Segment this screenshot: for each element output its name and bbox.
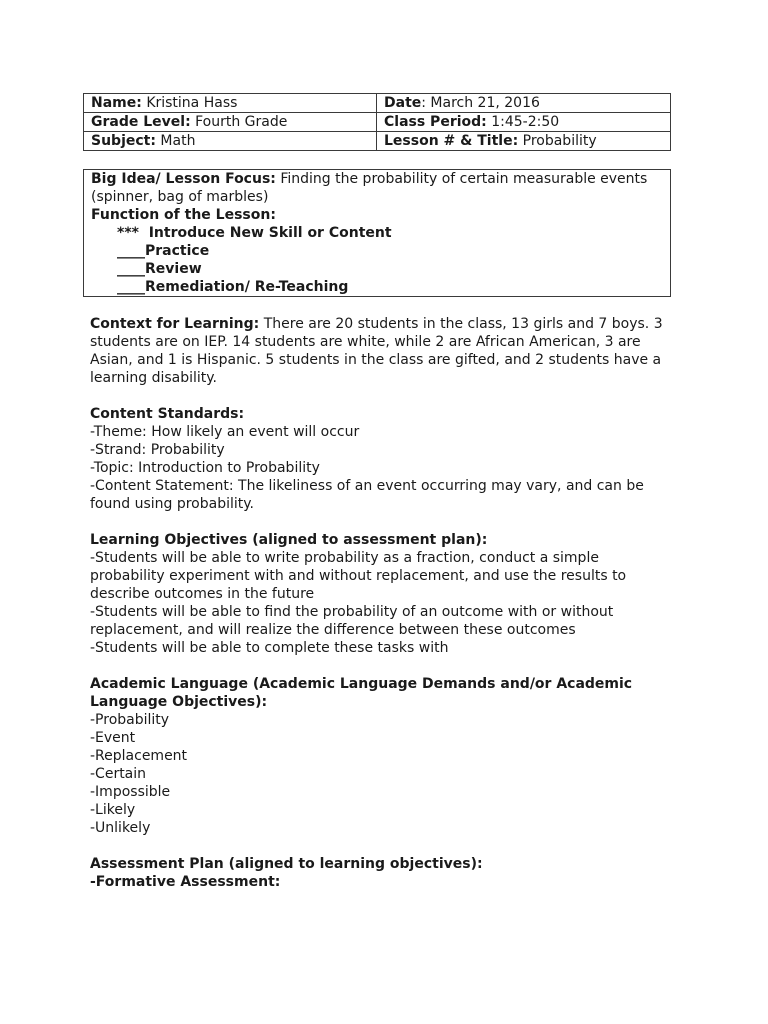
subject-cell bbox=[84, 132, 377, 151]
lesson-plan-page bbox=[83, 93, 671, 909]
lesson-cell bbox=[377, 132, 671, 151]
standards-section bbox=[90, 405, 671, 513]
objectives-heading: Learning Objectives (aligned to assessment plan): bbox=[90, 532, 488, 548]
big-idea bbox=[91, 170, 663, 206]
function-introduce: *** Introduce New Skill or Content bbox=[117, 225, 392, 241]
objectives-section bbox=[90, 531, 671, 657]
context-section bbox=[90, 315, 671, 387]
vocab-item: -Replacement bbox=[90, 748, 188, 764]
standard-strand: -Strand: Probability bbox=[90, 442, 225, 458]
subject-label: Subject: bbox=[91, 133, 156, 149]
period-cell bbox=[377, 113, 671, 132]
date-label: Date bbox=[384, 95, 422, 111]
date-value: : March 21, 2016 bbox=[421, 95, 540, 111]
header-row-3 bbox=[84, 132, 671, 151]
function-practice: ____Practice bbox=[117, 243, 210, 259]
vocab-item: -Certain bbox=[90, 766, 147, 782]
lesson-value: Probability bbox=[522, 133, 597, 149]
context-label: Context for Learning: bbox=[90, 316, 260, 332]
context-paragraph bbox=[90, 315, 671, 387]
lesson-label: Lesson # & Title: bbox=[384, 133, 519, 149]
name-cell bbox=[84, 94, 377, 113]
objective-item: -Students will be able to find the probability of an outcome with or without replacement, and will realize the difference between these outcomes bbox=[90, 604, 614, 638]
date-cell bbox=[377, 94, 671, 113]
vocab-item: -Probability bbox=[90, 712, 170, 728]
vocab-item: -Event bbox=[90, 730, 136, 746]
period-label: Class Period: bbox=[384, 114, 487, 130]
vocab-item: -Unlikely bbox=[90, 820, 151, 836]
function-remediation: ____Remediation/ Re-Teaching bbox=[117, 279, 349, 295]
language-heading: Academic Language (Academic Language Demands and/or Academic Language Objectives): bbox=[90, 676, 633, 710]
objective-item: -Students will be able to complete these tasks with bbox=[90, 640, 449, 656]
big-idea-label: Big Idea/ Lesson Focus: bbox=[91, 171, 276, 187]
assessment-heading: Assessment Plan (aligned to learning objectives): bbox=[90, 856, 483, 872]
document-body bbox=[83, 315, 671, 891]
name-label: Name: bbox=[91, 95, 142, 111]
function-label: Function of the Lesson: bbox=[91, 207, 276, 223]
period-value: 1:45-2:50 bbox=[491, 114, 560, 130]
header-row-1 bbox=[84, 94, 671, 113]
standards-heading: Content Standards: bbox=[90, 406, 245, 422]
big-idea-text: Finding the probability of certain measurable events (spinner, bag of marbles) bbox=[91, 171, 648, 205]
lesson-focus-box bbox=[83, 169, 671, 297]
standard-content-statement: -Content Statement: The likeliness of an event occurring may vary, and can be found using probability. bbox=[90, 478, 644, 512]
objective-item: -Students will be able to write probability as a fraction, conduct a simple probability experiment with and without replacement, and use the results to describe outcomes in the future bbox=[90, 550, 627, 602]
name-value: Kristina Hass bbox=[146, 95, 238, 111]
grade-value: Fourth Grade bbox=[195, 114, 288, 130]
header-table bbox=[83, 93, 671, 151]
context-text: There are 20 students in the class, 13 girls and 7 boys. 3 students are on IEP. 14 students are white, while 2 are African American, 3 are Asian, and 1 is Hispanic. 5 students in the class are gifted, and 2 students have a learning disability. bbox=[90, 316, 663, 386]
grade-label: Grade Level: bbox=[91, 114, 191, 130]
header-row-2 bbox=[84, 113, 671, 132]
grade-cell bbox=[84, 113, 377, 132]
formative-assessment-label: -Formative Assessment: bbox=[90, 874, 281, 890]
language-section bbox=[90, 675, 671, 837]
standard-theme: -Theme: How likely an event will occur bbox=[90, 424, 360, 440]
vocab-item: -Likely bbox=[90, 802, 136, 818]
subject-value: Math bbox=[160, 133, 196, 149]
function-review: ____Review bbox=[117, 261, 202, 277]
assessment-section bbox=[90, 855, 671, 891]
vocab-item: -Impossible bbox=[90, 784, 171, 800]
standard-topic: -Topic: Introduction to Probability bbox=[90, 460, 320, 476]
